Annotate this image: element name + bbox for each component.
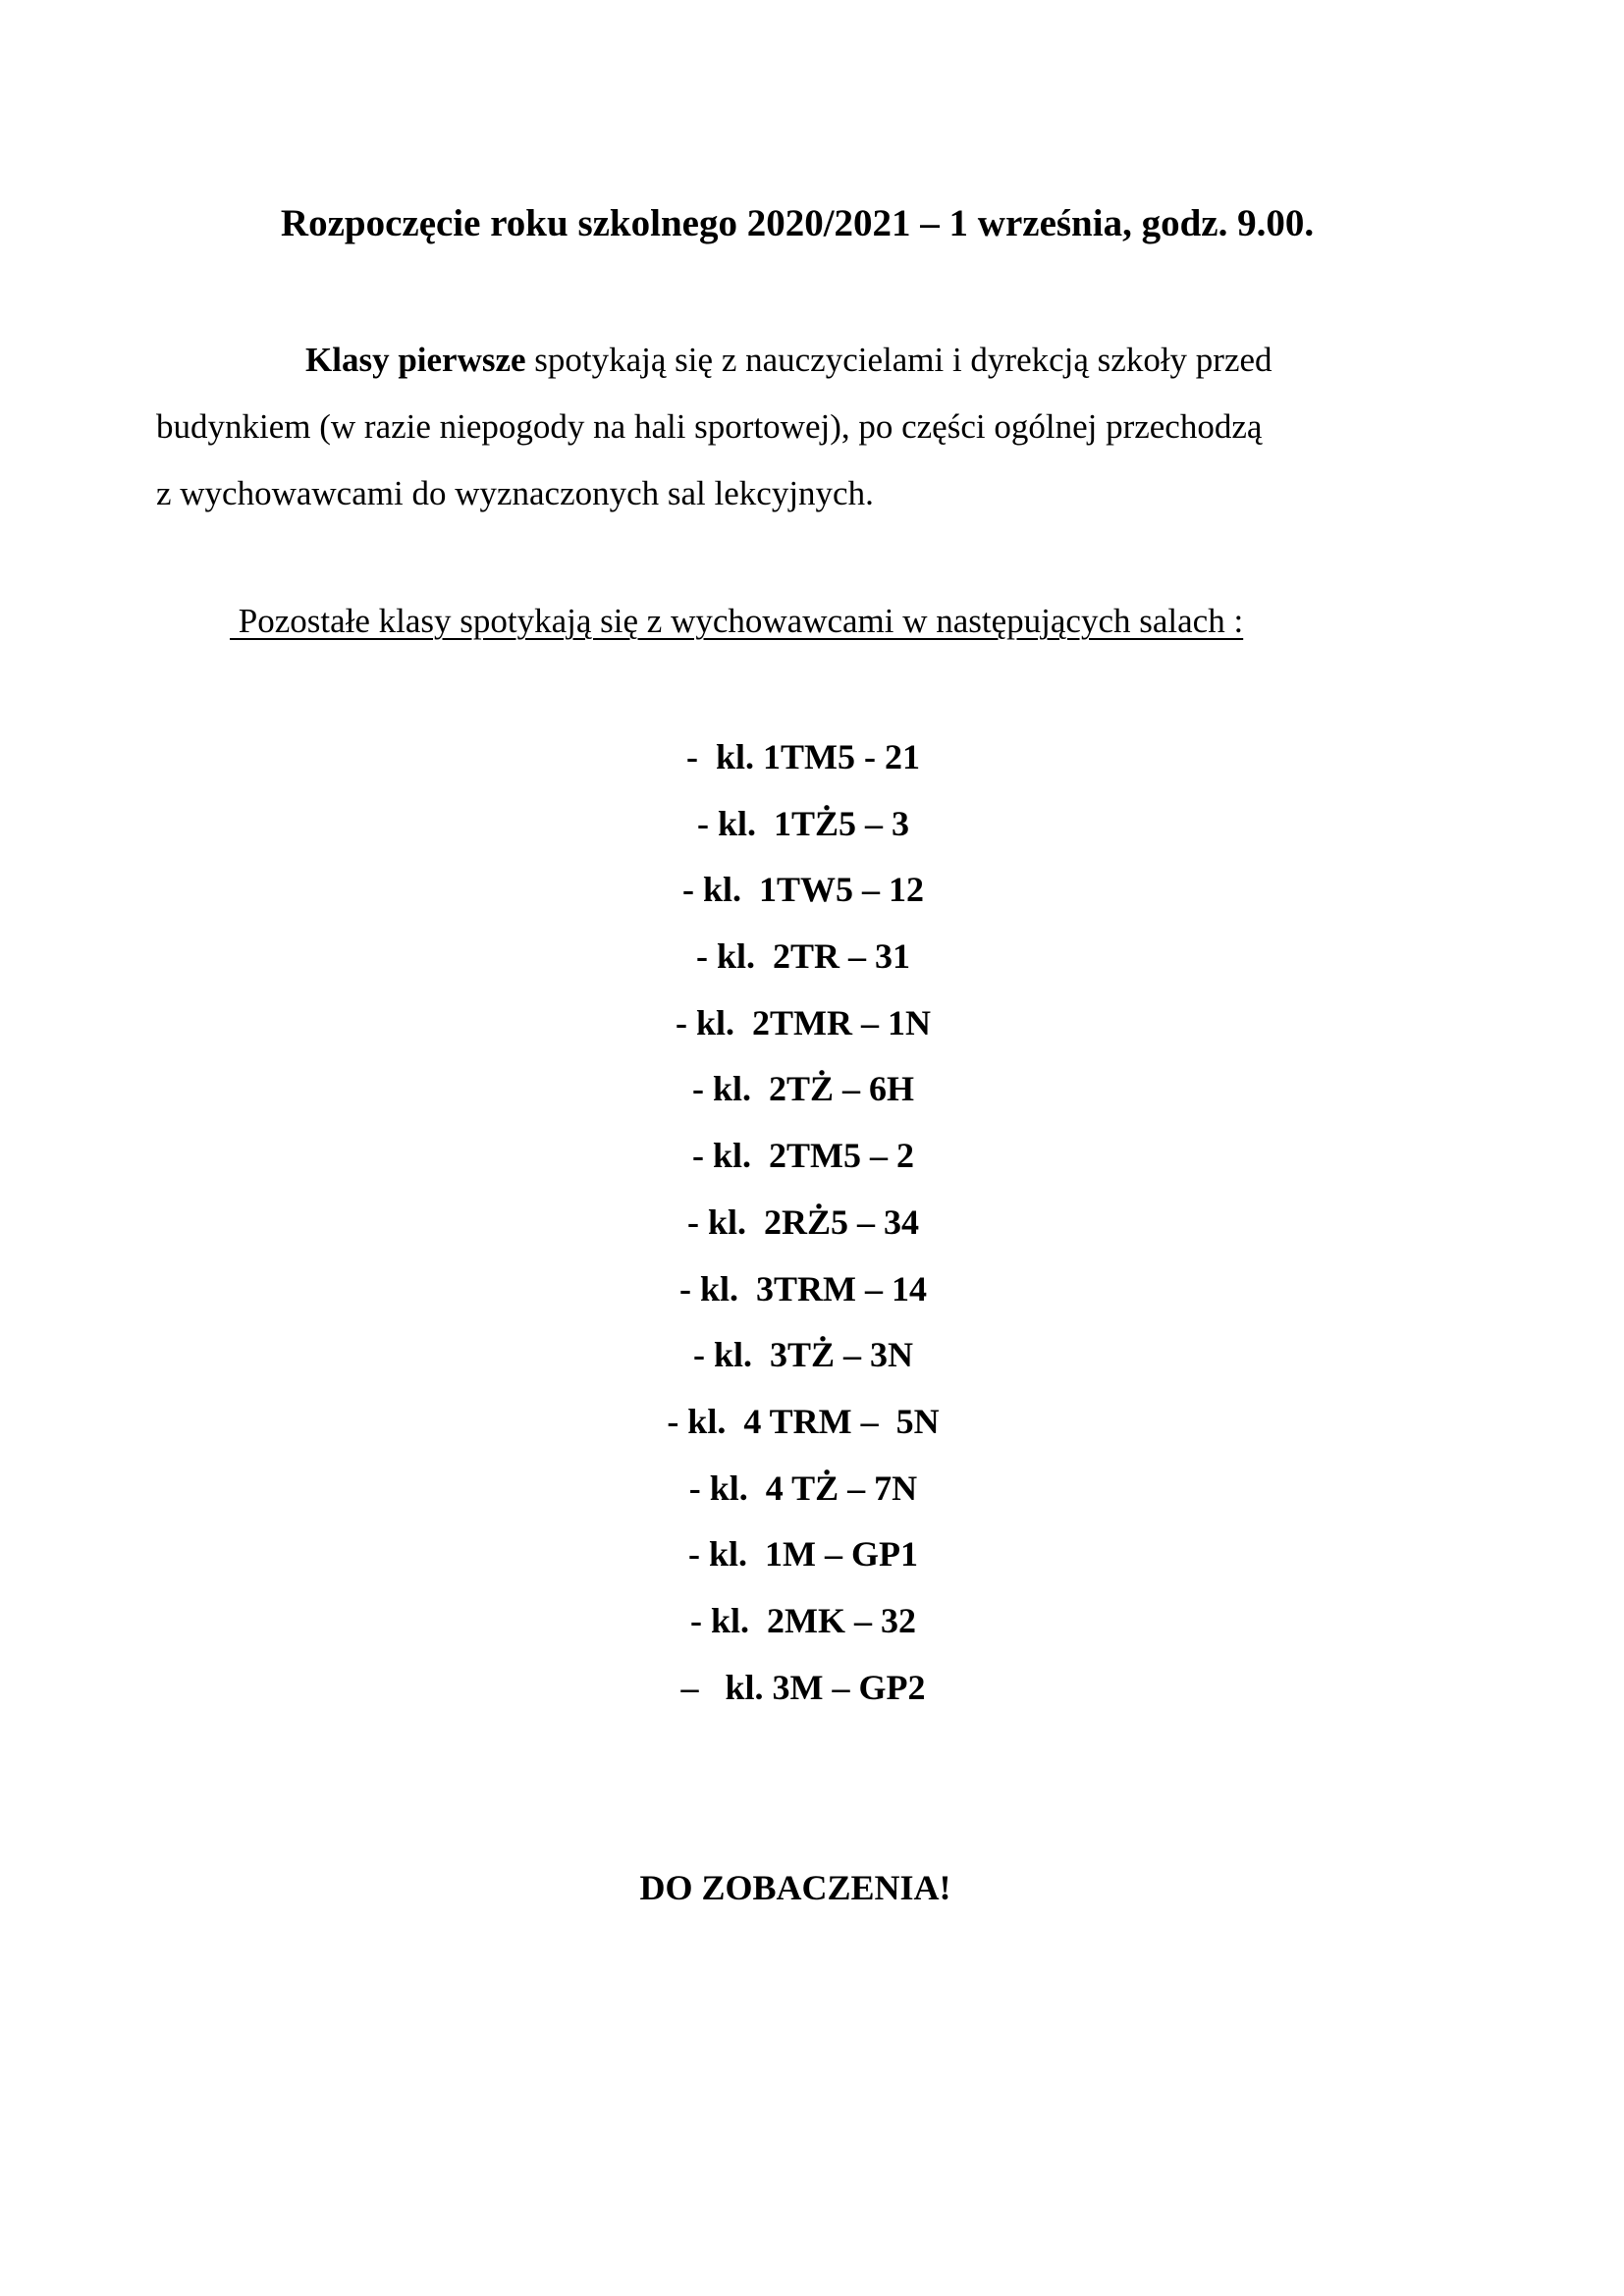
class-room-item: - kl. 4 TRM – 5N <box>667 1401 940 1441</box>
page-title <box>0 194 1624 253</box>
intro-line-1 <box>156 327 1433 394</box>
intro-paragraph <box>156 327 1433 527</box>
class-room-item: - kl. 4 TŻ – 7N <box>688 1468 918 1508</box>
farewell-text: DO ZOBACZENIA! <box>639 1868 951 1907</box>
intro-line-3: z wychowawcami do wyznaczonych sal lekcyjnych. <box>156 474 874 512</box>
class-room-item: - kl. 2TM5 – 2 <box>691 1136 914 1176</box>
class-room-item: - kl. 1M – GP1 <box>688 1534 918 1575</box>
class-room-list <box>0 724 1624 1721</box>
class-room-item: - kl. 2RŻ5 – 34 <box>686 1201 920 1242</box>
others-heading: Pozostałe klasy spotykają się z wychowawcami w następujących salach : <box>230 602 1244 640</box>
class-room-item: - kl. 3TŻ – 3N <box>692 1335 914 1375</box>
intro-line-1-rest: spotykają się z nauczycielami i dyrekcją szkoły przed <box>525 341 1272 379</box>
class-room-item: - kl. 2TMR – 1N <box>676 1002 931 1042</box>
class-room-item: - kl. 1TM5 - 21 <box>686 737 920 776</box>
class-room-item: - kl. 1TŻ5 – 3 <box>696 803 910 843</box>
class-room-item: – kl. 3M – GP2 <box>680 1667 926 1707</box>
intro-lead-bold: Klasy pierwsze <box>305 341 526 379</box>
class-room-item: - kl. 2TŻ – 6H <box>691 1069 915 1109</box>
class-room-item: - kl. 2MK – 32 <box>690 1600 916 1640</box>
class-room-item: - kl. 1TW5 – 12 <box>681 870 925 910</box>
title-text: Rozpoczęcie roku szkolnego 2020/2021 – 1 września, godz. 9.00. <box>280 202 1315 244</box>
class-room-item: - kl. 2TR – 31 <box>695 936 911 977</box>
class-room-item: - kl. 3TRM – 14 <box>679 1268 927 1308</box>
intro-line-2: budynkiem (w razie niepogody na hali sportowej), po części ogólnej przechodzą <box>156 407 1263 446</box>
